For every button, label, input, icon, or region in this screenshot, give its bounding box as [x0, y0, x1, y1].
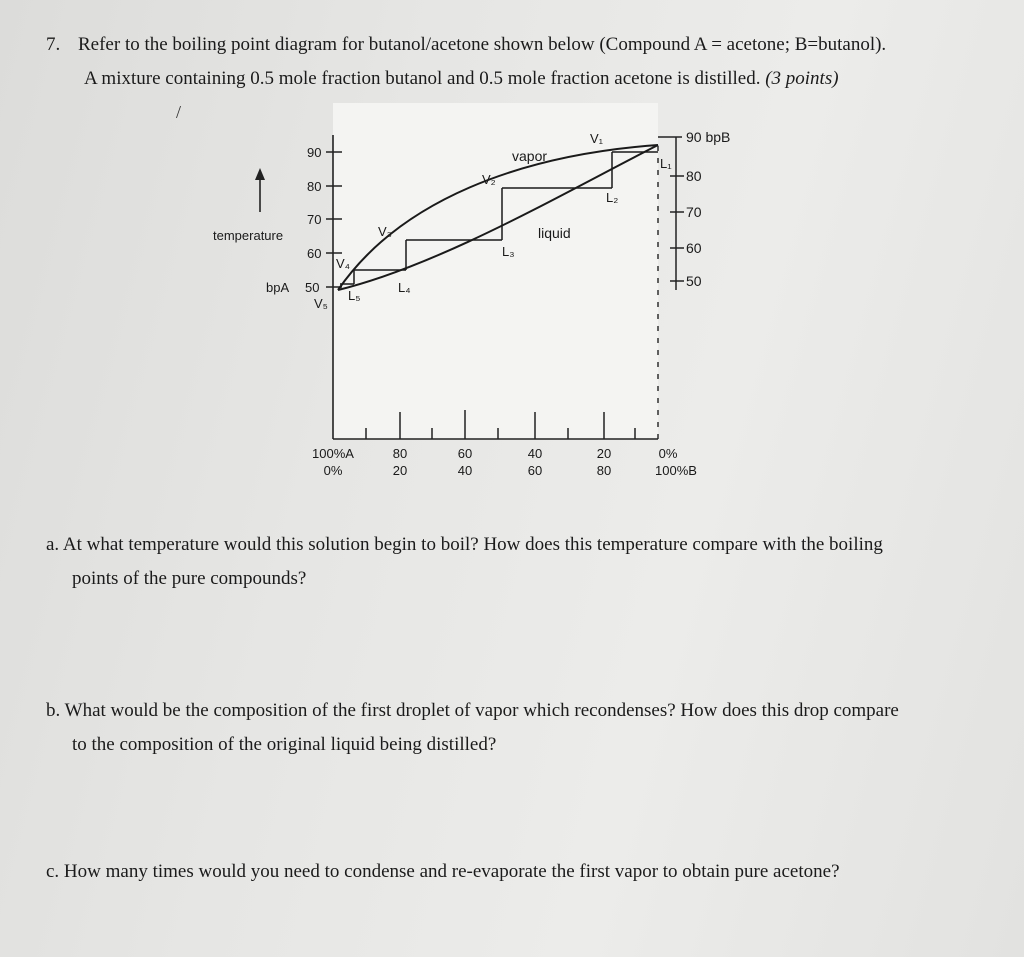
left-tick-80: 80 — [307, 179, 322, 194]
arrow-up-icon — [255, 168, 265, 180]
point-V2: V₂ — [482, 172, 496, 187]
x-bottom-0: 0% — [323, 463, 343, 478]
question-number: 7. — [46, 34, 61, 55]
temperature-axis-title: temperature — [213, 228, 284, 243]
pencil-mark: / — [176, 102, 182, 122]
x-top-40: 40 — [527, 446, 543, 461]
right-tick-80: 80 — [686, 168, 702, 184]
plot-area — [333, 103, 658, 439]
bpB-label: 90 bpB — [686, 129, 731, 145]
right-tick-70: 70 — [686, 204, 702, 220]
part-a — [46, 528, 986, 596]
x-top-0: 0% — [658, 446, 678, 461]
point-V5: V₅ — [314, 296, 328, 311]
question-text-1: Refer to the boiling point diagram for butanol/acetone shown below (Compound A = acetone; B=butanol). — [78, 34, 887, 55]
x-bottom-100B: 100%B — [655, 463, 697, 478]
point-L2: L₂ — [606, 190, 619, 205]
part-b-line-2: to the composition of the original liquid being distilled? — [72, 734, 497, 755]
liquid-region-label: liquid — [538, 225, 571, 241]
x-top-100A: 100%A — [312, 446, 354, 461]
part-a-line-2: points of the pure compounds? — [72, 568, 307, 589]
x-bottom-80: 80 — [596, 463, 612, 478]
part-c — [46, 855, 986, 889]
point-V3: V₃ — [378, 224, 392, 239]
x-bottom-20: 20 — [392, 463, 408, 478]
point-L1: L₁ — [660, 156, 672, 171]
point-L5: L₅ — [348, 288, 361, 303]
part-c-line-1: c. How many times would you need to condense and re-evaporate the first vapor to obtain pure acetone? — [46, 861, 840, 882]
x-top-80: 80 — [392, 446, 408, 461]
point-V1: V₁ — [590, 131, 604, 146]
right-tick-60: 60 — [686, 240, 702, 256]
vapor-region-label: vapor — [512, 148, 548, 164]
left-tick-90: 90 — [307, 145, 322, 160]
bpA-value: 50 — [305, 280, 320, 295]
point-L3: L₃ — [502, 244, 515, 259]
point-L4: L₄ — [398, 280, 411, 295]
left-tick-70: 70 — [307, 212, 322, 227]
part-a-line-1: a. At what temperature would this solution begin to boil? How does this temperature compare with the boiling — [46, 534, 883, 555]
question-points: (3 points) — [765, 68, 839, 89]
x-top-20: 20 — [596, 446, 612, 461]
x-bottom-60: 60 — [527, 463, 543, 478]
x-top-60: 60 — [457, 446, 473, 461]
left-tick-60: 60 — [307, 246, 322, 261]
x-bottom-40: 40 — [457, 463, 473, 478]
part-b — [46, 694, 986, 762]
question-text-2: A mixture containing 0.5 mole fraction butanol and 0.5 mole fraction acetone is distilled. — [84, 68, 761, 89]
bpA-label: bpA — [266, 280, 290, 295]
point-V4: V₄ — [336, 256, 350, 271]
right-tick-50: 50 — [686, 273, 702, 289]
part-b-line-1: b. What would be the composition of the first droplet of vapor which recondenses? How does this drop compare — [46, 700, 899, 721]
